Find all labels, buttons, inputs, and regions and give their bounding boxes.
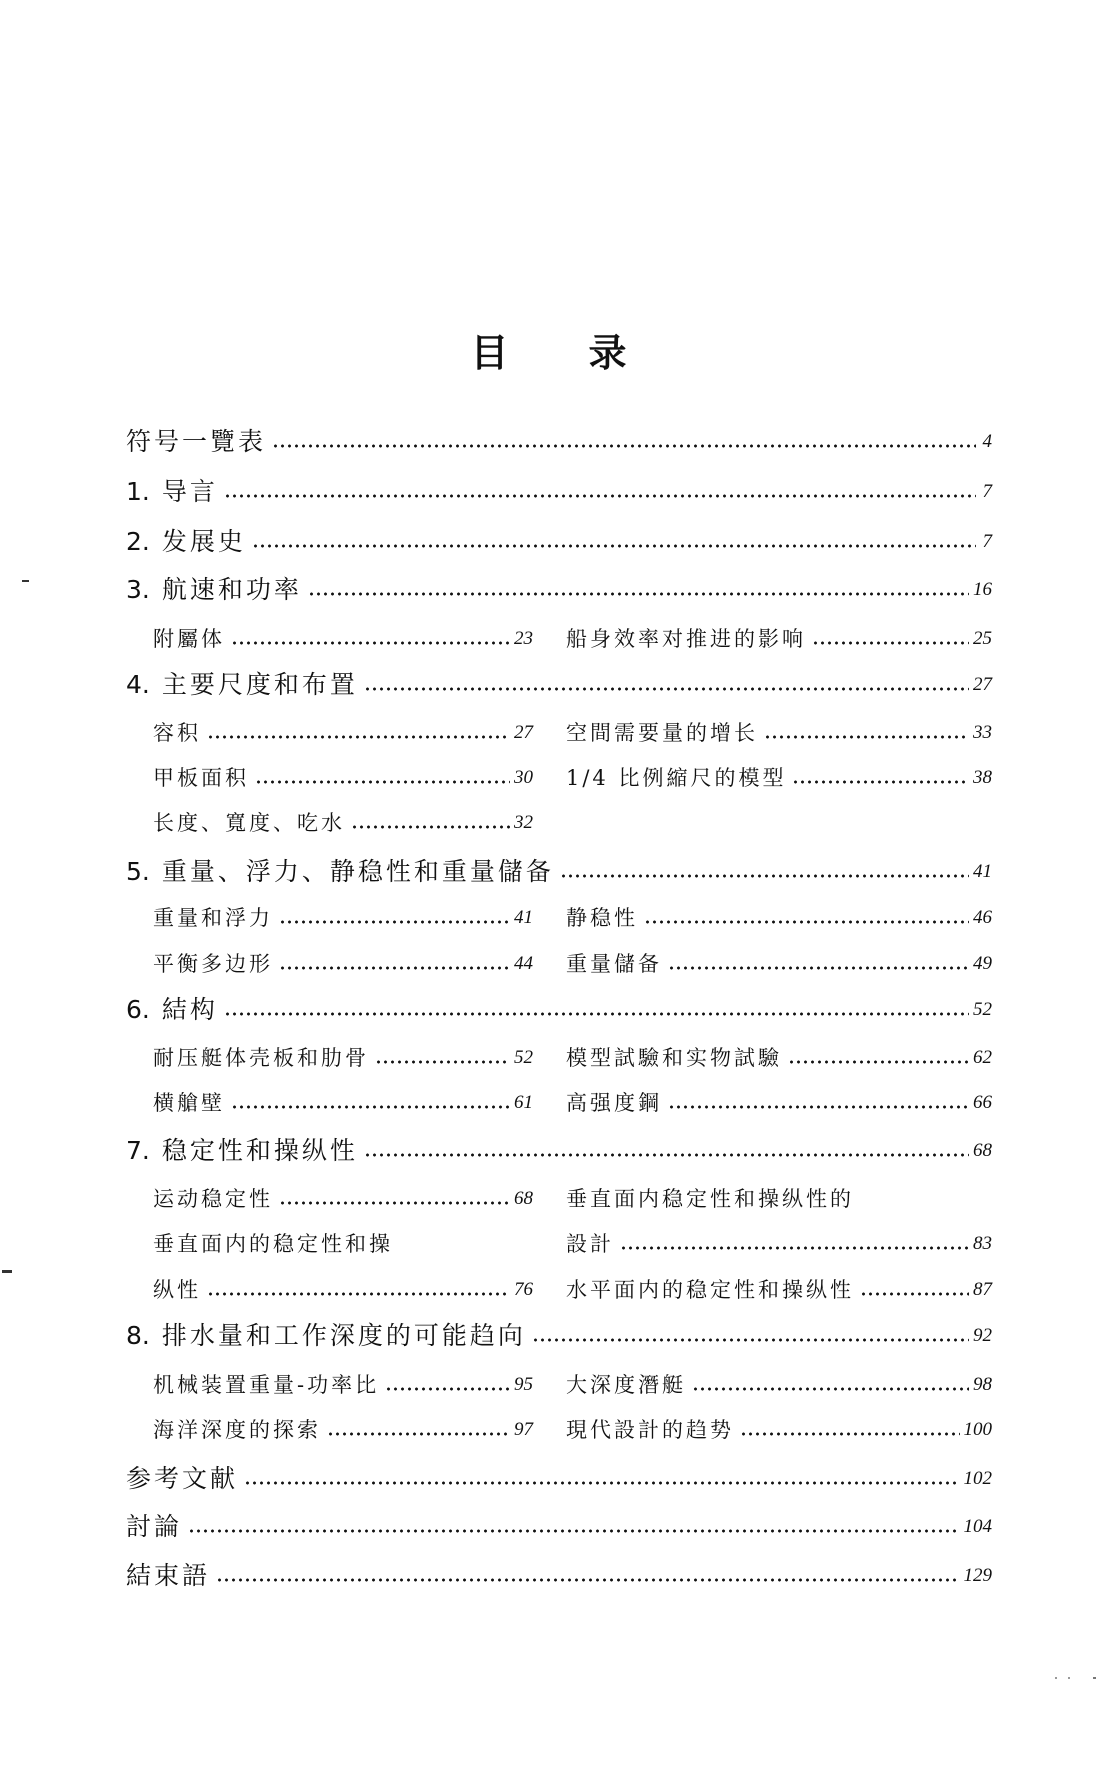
title-char-1: 目 <box>470 330 509 375</box>
entry-title: 模型試驗和实物試驗 <box>566 1046 782 1070</box>
chapter-number: 2. <box>126 527 150 556</box>
toc-entry[interactable] <box>566 1040 992 1076</box>
toc-entry[interactable] <box>153 900 533 936</box>
page-number: 41 <box>973 861 992 882</box>
chapter-number: 4. <box>126 670 150 699</box>
page-number: 49 <box>973 953 992 974</box>
entry-title: 导言 <box>161 477 218 506</box>
dot-leader <box>308 592 969 596</box>
page-number: 83 <box>973 1233 992 1254</box>
page-number: 97 <box>514 1419 533 1440</box>
page-number: 23 <box>514 628 533 649</box>
page-number: 68 <box>973 1140 992 1161</box>
page-number: 92 <box>973 1325 992 1346</box>
page-number: 38 <box>973 767 992 788</box>
entry-title: 参考文献 <box>126 1464 239 1493</box>
dot-leader <box>207 1292 510 1296</box>
dot-leader <box>255 780 510 784</box>
toc-entry[interactable] <box>566 1367 992 1403</box>
page-number: 41 <box>514 907 533 928</box>
page-number: 87 <box>973 1279 992 1300</box>
page-number: 7 <box>982 481 992 502</box>
dot-leader <box>668 966 969 970</box>
page-number: 25 <box>973 628 992 649</box>
entry-title: 空間需要量的增长 <box>566 721 758 745</box>
toc-entry[interactable] <box>126 992 992 1028</box>
toc-entry[interactable] <box>126 474 992 510</box>
entry-title: 大深度潛艇 <box>566 1373 686 1397</box>
page-number: 98 <box>973 1374 992 1395</box>
entry-title: 水平面内的稳定性和操纵性 <box>566 1278 854 1302</box>
dot-leader <box>279 920 510 924</box>
toc-entry[interactable] <box>153 946 533 982</box>
dot-leader <box>188 1529 959 1533</box>
entry-title: 高强度鋼 <box>566 1091 662 1115</box>
entry-title: 耐压艇体壳板和肋骨 <box>153 1046 369 1070</box>
page-number: 30 <box>514 767 533 788</box>
toc-entry[interactable] <box>126 1558 992 1594</box>
scan-mark <box>22 580 29 582</box>
toc-entry[interactable] <box>566 946 992 982</box>
entry-title: 航速和功率 <box>161 575 302 604</box>
entry-title: 重量儲备 <box>566 952 662 976</box>
toc-entry[interactable] <box>126 424 992 460</box>
page-number: 52 <box>514 1047 533 1068</box>
entry-title: 稳定性和操纵性 <box>161 1136 358 1165</box>
entry-title: 横艙壁 <box>153 1091 225 1115</box>
toc-entry[interactable] <box>566 1272 992 1308</box>
dot-leader <box>364 1153 969 1157</box>
title-char-2: 录 <box>588 330 627 375</box>
toc-entry[interactable] <box>153 1085 533 1121</box>
page-number: 33 <box>973 722 992 743</box>
page-number: 129 <box>963 1565 992 1586</box>
dot-leader <box>224 494 976 498</box>
entry-title: 結束語 <box>126 1561 211 1590</box>
entry-title: 平衡多边形 <box>153 952 273 976</box>
toc-entry[interactable] <box>126 667 992 703</box>
scan-mark <box>1055 1677 1057 1679</box>
page-number: 44 <box>514 953 533 974</box>
page-number: 46 <box>973 907 992 928</box>
dot-leader <box>351 825 510 829</box>
scan-mark <box>2 1270 12 1273</box>
dot-leader <box>532 1338 969 1342</box>
entry-title: 运动稳定性 <box>153 1187 273 1211</box>
dot-leader <box>207 735 510 739</box>
page-title <box>0 322 1097 377</box>
dot-leader <box>272 444 976 448</box>
entry-title: 船身效率对推进的影响 <box>566 627 806 651</box>
entry-title: 排水量和工作深度的可能趋向 <box>161 1321 526 1350</box>
page-number: 68 <box>514 1188 533 1209</box>
page-number: 27 <box>514 722 533 743</box>
page-number: 76 <box>514 1279 533 1300</box>
page-number: 52 <box>973 999 992 1020</box>
dot-leader <box>279 966 510 970</box>
dot-leader <box>740 1432 960 1436</box>
toc-entry[interactable] <box>153 805 533 841</box>
toc-entry[interactable] <box>566 1412 992 1448</box>
entry-title: 纵性 <box>153 1278 201 1302</box>
chapter-number: 5. <box>126 857 150 886</box>
toc-entry[interactable] <box>153 621 533 657</box>
dot-leader <box>231 641 510 645</box>
toc-entry[interactable] <box>566 1085 992 1121</box>
chapter-number: 1. <box>126 477 150 506</box>
page-number: 7 <box>982 531 992 552</box>
toc-entry[interactable] <box>566 1181 992 1217</box>
entry-title: 海洋深度的探索 <box>153 1418 321 1442</box>
page-number: 66 <box>973 1092 992 1113</box>
dot-leader <box>692 1387 969 1391</box>
dot-leader <box>788 1060 969 1064</box>
toc-entry[interactable] <box>566 900 992 936</box>
entry-title: 发展史 <box>161 527 246 556</box>
toc-entry[interactable] <box>566 621 992 657</box>
page-number: 16 <box>973 579 992 600</box>
chapter-number: 6. <box>126 995 150 1024</box>
toc-entry[interactable] <box>153 1367 533 1403</box>
toc-entry[interactable] <box>566 715 992 751</box>
chapter-number: 7. <box>126 1136 150 1165</box>
entry-title: 現代設計的趋势 <box>566 1418 734 1442</box>
entry-title: 垂直面内稳定性和操纵性的 <box>566 1187 854 1211</box>
entry-title: 討論 <box>126 1512 183 1541</box>
dot-leader <box>385 1387 510 1391</box>
dot-leader <box>668 1105 969 1109</box>
dot-leader <box>860 1292 969 1296</box>
toc-entry[interactable] <box>153 715 533 751</box>
page-number: 104 <box>963 1516 992 1537</box>
entry-title: 垂直面内的稳定性和操 <box>153 1232 393 1256</box>
entry-title: 甲板面积 <box>153 766 249 790</box>
chapter-number: 3. <box>126 575 150 604</box>
entry-title: 容积 <box>153 721 201 745</box>
toc-entry[interactable] <box>153 1040 533 1076</box>
toc-entry[interactable] <box>126 1318 992 1354</box>
dot-leader <box>764 735 969 739</box>
chapter-number: 8. <box>126 1321 150 1350</box>
dot-leader <box>279 1201 510 1205</box>
entry-title: 主要尺度和布置 <box>161 670 358 699</box>
page-number: 61 <box>514 1092 533 1113</box>
dot-leader <box>560 874 969 878</box>
page-number: 27 <box>973 674 992 695</box>
toc-entry[interactable] <box>126 572 992 608</box>
toc-entry[interactable] <box>153 1226 533 1262</box>
toc-entry[interactable] <box>126 854 992 890</box>
dot-leader <box>364 687 969 691</box>
toc-entry[interactable] <box>126 1133 992 1169</box>
toc-entry[interactable] <box>153 1412 533 1448</box>
page-number: 4 <box>982 431 992 452</box>
entry-title: 静稳性 <box>566 906 638 930</box>
entry-title: 設計 <box>566 1232 614 1256</box>
dot-leader <box>792 780 969 784</box>
dot-leader <box>327 1432 510 1436</box>
toc-entry[interactable] <box>153 760 533 796</box>
scan-mark <box>1068 1677 1070 1679</box>
entry-title: 机械装置重量-功率比 <box>153 1373 380 1397</box>
dot-leader <box>375 1060 510 1064</box>
dot-leader <box>231 1105 510 1109</box>
entry-title: 結构 <box>161 995 218 1024</box>
entry-title: 长度、寬度、吃水 <box>153 811 345 835</box>
entry-title: 1/4 比例縮尺的模型 <box>566 766 787 790</box>
entry-title: 附屬体 <box>153 627 225 651</box>
page-number: 32 <box>514 812 533 833</box>
dot-leader <box>620 1246 969 1250</box>
toc-entry[interactable] <box>153 1272 533 1308</box>
entry-title: 重量、浮力、静稳性和重量儲备 <box>161 857 554 886</box>
page-number: 102 <box>963 1468 992 1489</box>
toc-entry[interactable] <box>126 524 992 560</box>
dot-leader <box>252 544 976 548</box>
toc-entry[interactable] <box>153 1181 533 1217</box>
dot-leader <box>812 641 969 645</box>
dot-leader <box>244 1481 959 1485</box>
dot-leader <box>216 1578 959 1582</box>
entry-title: 符号一覽表 <box>126 427 267 456</box>
toc-entry[interactable] <box>126 1509 992 1545</box>
entry-title: 重量和浮力 <box>153 906 273 930</box>
dot-leader <box>224 1012 969 1016</box>
toc-entry[interactable] <box>566 1226 992 1262</box>
toc-entry[interactable] <box>566 760 992 796</box>
dot-leader <box>644 920 969 924</box>
page-number: 95 <box>514 1374 533 1395</box>
scan-mark <box>1093 1677 1096 1679</box>
page-number: 62 <box>973 1047 992 1068</box>
page-number: 100 <box>963 1419 992 1440</box>
toc-entry[interactable] <box>126 1461 992 1497</box>
